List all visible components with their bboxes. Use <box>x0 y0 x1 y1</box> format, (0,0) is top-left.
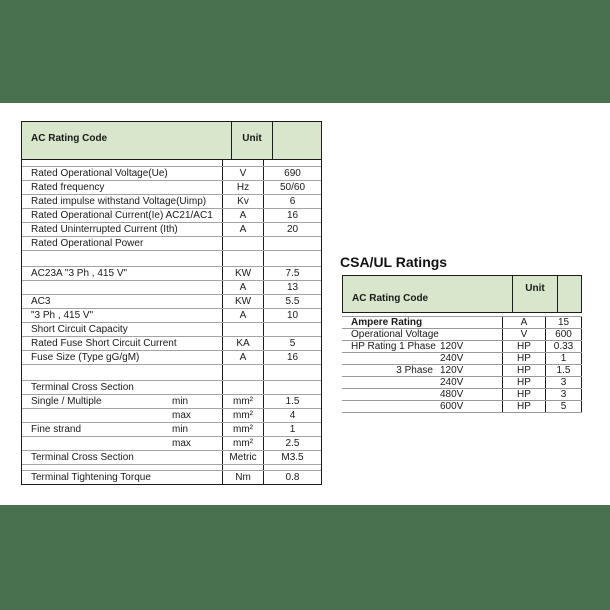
row-label <box>342 377 440 388</box>
voltage-label: 120V <box>440 365 464 376</box>
row-label: Fine strand <box>31 424 82 435</box>
value-cell: 16 <box>263 351 321 364</box>
label-cell <box>342 341 502 352</box>
minmax-label: min <box>172 396 189 407</box>
table-row <box>342 376 582 388</box>
table-row <box>22 408 321 422</box>
voltage-label: 120V <box>440 341 464 352</box>
row-label: Rated Operational Current(Ie) AC21/AC1 <box>31 210 213 221</box>
value-cell: 1 <box>546 353 582 364</box>
header-ac-rating-code: AC Rating Code <box>31 133 108 144</box>
table-row <box>22 280 321 294</box>
unit-cell: Hz <box>222 181 263 194</box>
table-row <box>342 388 582 400</box>
unit-cell: V <box>502 329 546 340</box>
row-label: Rated impulse withstand Voltage(Uimp) <box>31 196 207 207</box>
row-label: Operational Voltage <box>351 329 439 340</box>
label-cell <box>22 209 222 222</box>
value-cell: M3.5 <box>263 451 321 464</box>
voltage-label: 600V <box>440 401 464 412</box>
row-label <box>342 353 440 364</box>
table-row <box>22 166 321 180</box>
table-row <box>342 352 582 364</box>
minmax-label: max <box>172 410 191 421</box>
label-cell <box>22 337 222 350</box>
label-cell <box>22 409 222 422</box>
row-label: Rated frequency <box>31 182 105 193</box>
row-label: HP Rating 1 Phase <box>351 341 436 352</box>
label-cell <box>342 401 502 412</box>
csaul-table-header <box>342 275 582 313</box>
row-label: Rated Uninterrupted Current (Ith) <box>31 224 178 235</box>
value-cell: 0.33 <box>546 341 582 352</box>
label-cell <box>342 353 502 364</box>
row-label: Terminal Cross Section <box>31 452 134 463</box>
table-row <box>342 400 582 412</box>
unit-cell <box>222 381 263 394</box>
unit-cell: mm² <box>222 409 263 422</box>
value-cell: 15 <box>546 317 582 328</box>
voltage-label: 480V <box>440 389 464 400</box>
unit-cell: HP <box>502 377 546 388</box>
label-cell <box>22 323 222 336</box>
label-cell <box>22 309 222 322</box>
table-row <box>22 336 321 350</box>
header-unit: Unit <box>231 122 272 159</box>
value-cell <box>263 237 321 250</box>
minmax-label: min <box>172 424 189 435</box>
label-cell <box>342 377 502 388</box>
label-cell <box>22 267 222 280</box>
value-cell: 3 <box>546 377 582 388</box>
row-label: AC23A "3 Ph , 415 V" <box>31 268 128 279</box>
label-cell <box>22 181 222 194</box>
spacer-row <box>22 250 321 266</box>
unit-cell: A <box>222 309 263 322</box>
table-row <box>22 308 321 322</box>
table-row <box>22 208 321 222</box>
header-value-column <box>272 122 321 159</box>
unit-cell: mm² <box>222 423 263 436</box>
unit-cell: KW <box>222 295 263 308</box>
minmax-label: max <box>172 438 191 449</box>
header-unit: Unit <box>512 276 557 312</box>
value-cell: 3 <box>546 389 582 400</box>
row-label <box>31 409 172 422</box>
value-cell: 7.5 <box>263 267 321 280</box>
value-cell <box>263 323 321 336</box>
label-cell <box>22 381 222 394</box>
row-label: Rated Operational Voltage(Ue) <box>31 168 168 179</box>
unit-cell: V <box>222 167 263 180</box>
unit-cell: A <box>222 223 263 236</box>
table-row <box>22 394 321 408</box>
label-cell <box>342 365 502 376</box>
value-cell: 600 <box>546 329 582 340</box>
table-row <box>22 322 321 336</box>
value-cell: 1.5 <box>263 395 321 408</box>
row-label: Fuse Size (Type gG/gM) <box>31 352 140 363</box>
csaul-table-body <box>342 316 582 413</box>
label-cell <box>22 351 222 364</box>
row-label: "3 Ph , 415 V" <box>31 310 94 321</box>
unit-cell: HP <box>502 353 546 364</box>
unit-cell: mm² <box>222 395 263 408</box>
row-label: Short Circuit Capacity <box>31 324 128 335</box>
row-label <box>342 401 440 412</box>
unit-cell: A <box>502 317 546 328</box>
spacer-row <box>22 464 321 470</box>
label-cell <box>342 317 502 328</box>
table-row <box>22 422 321 436</box>
label-cell <box>22 471 222 484</box>
label-cell <box>22 423 222 436</box>
row-label: Rated Operational Power <box>31 238 144 249</box>
value-cell: 5.5 <box>263 295 321 308</box>
value-cell: 1 <box>263 423 321 436</box>
value-cell <box>263 381 321 394</box>
unit-cell <box>222 323 263 336</box>
unit-cell <box>222 237 263 250</box>
label-cell <box>22 437 222 450</box>
value-cell: 5 <box>263 337 321 350</box>
table-row <box>22 236 321 250</box>
value-cell: 5 <box>546 401 582 412</box>
table-row <box>22 436 321 450</box>
label-cell <box>22 395 222 408</box>
table-row <box>342 316 582 328</box>
iec-ratings-table <box>21 121 322 485</box>
header-body-gap <box>22 160 321 166</box>
voltage-label: 240V <box>440 353 464 364</box>
value-cell: 0.8 <box>263 471 321 484</box>
unit-cell: Kv <box>222 195 263 208</box>
table-row <box>22 380 321 394</box>
unit-cell: HP <box>502 365 546 376</box>
header-ac-rating-code: AC Rating Code <box>352 293 429 304</box>
value-cell: 16 <box>263 209 321 222</box>
table-row <box>22 194 321 208</box>
label-cell <box>342 329 502 340</box>
label-cell <box>342 389 502 400</box>
unit-cell: KW <box>222 267 263 280</box>
green-band-top <box>0 0 610 103</box>
unit-cell: HP <box>502 401 546 412</box>
row-label <box>31 281 222 294</box>
row-label <box>31 437 172 450</box>
table-row <box>22 266 321 280</box>
value-cell: 690 <box>263 167 321 180</box>
unit-cell: A <box>222 281 263 294</box>
table-row <box>342 340 582 352</box>
value-cell: 13 <box>263 281 321 294</box>
value-cell: 2.5 <box>263 437 321 450</box>
unit-cell: A <box>222 209 263 222</box>
table-row <box>22 470 321 484</box>
table-row <box>22 294 321 308</box>
csaul-section-title: CSA/UL Ratings <box>340 254 448 270</box>
value-cell: 10 <box>263 309 321 322</box>
value-cell: 1.5 <box>546 365 582 376</box>
table-row <box>22 222 321 236</box>
label-cell <box>22 237 222 250</box>
table-row <box>22 180 321 194</box>
value-cell: 20 <box>263 223 321 236</box>
value-cell: 50/60 <box>263 181 321 194</box>
label-cell <box>22 195 222 208</box>
table-row <box>22 450 321 464</box>
csaul-ratings-table <box>342 275 582 413</box>
row-label: Ampere Rating <box>351 317 423 328</box>
row-label <box>342 389 440 400</box>
header-value-column <box>557 276 581 312</box>
unit-cell: A <box>222 351 263 364</box>
unit-cell: Nm <box>222 471 263 484</box>
label-cell <box>22 223 222 236</box>
value-cell: 6 <box>263 195 321 208</box>
green-band-bottom <box>0 505 610 610</box>
row-label: Terminal Tightening Torque <box>31 472 151 483</box>
row-label: Terminal Cross Section <box>31 382 134 393</box>
unit-cell: Metric <box>222 451 263 464</box>
iec-table-header <box>22 122 321 160</box>
table-row <box>342 364 582 376</box>
label-cell <box>22 295 222 308</box>
label-cell <box>22 281 222 294</box>
unit-cell: HP <box>502 389 546 400</box>
unit-cell: mm² <box>222 437 263 450</box>
value-cell: 4 <box>263 409 321 422</box>
unit-cell: HP <box>502 341 546 352</box>
unit-cell: KA <box>222 337 263 350</box>
voltage-label: 240V <box>440 377 464 388</box>
table-row <box>22 350 321 364</box>
label-cell <box>22 451 222 464</box>
table-row <box>342 328 582 340</box>
row-label: Single / Multiple <box>31 396 102 407</box>
spacer-row <box>22 364 321 380</box>
label-cell <box>22 167 222 180</box>
row-label: AC3 <box>31 296 51 307</box>
row-label: Rated Fuse Short Circuit Current <box>31 338 177 349</box>
row-label: 3 Phase <box>396 365 433 376</box>
